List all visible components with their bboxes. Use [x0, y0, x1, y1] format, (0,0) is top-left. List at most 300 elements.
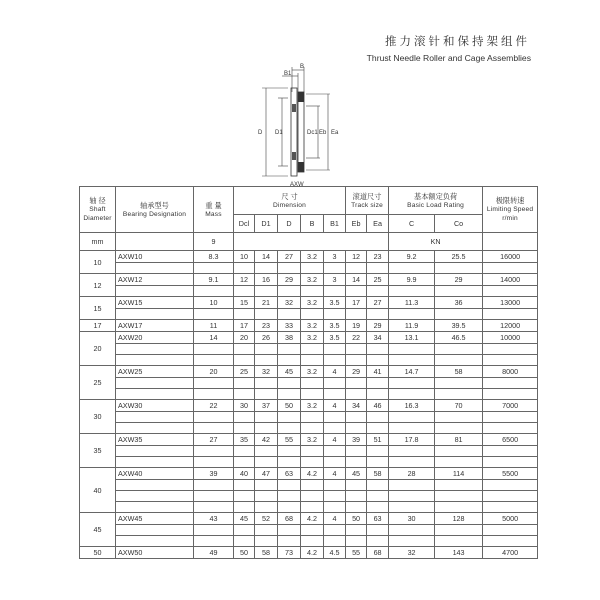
filler-cell: [324, 389, 346, 400]
filler-cell: [389, 309, 435, 320]
filler-cell: [324, 378, 346, 389]
filler-cell: [389, 355, 435, 366]
cell-co: 39.5: [435, 320, 483, 332]
filler-cell: [278, 286, 301, 297]
filler-cell: [367, 378, 389, 389]
filler-cell: [483, 525, 538, 536]
cell-speed: 7000: [483, 400, 538, 412]
col-c: C: [389, 215, 435, 233]
filler-cell: [301, 480, 324, 491]
filler-cell: [389, 263, 435, 274]
unit-blank-speed: [483, 233, 538, 251]
filler-cell: [255, 389, 278, 400]
table-filler-row: [80, 309, 538, 320]
cell-dcl: 30: [234, 400, 255, 412]
cell-designation: AXW20: [116, 332, 194, 344]
filler-cell: [278, 536, 301, 547]
table-filler-row: [80, 502, 538, 513]
cell-c: 28: [389, 468, 435, 480]
cell-dcl: 20: [234, 332, 255, 344]
filler-cell: [483, 423, 538, 434]
cell-d1: 21: [255, 297, 278, 309]
col-mass: 重 量 Mass: [194, 187, 234, 233]
filler-cell: [278, 491, 301, 502]
cell-b1: 4.5: [324, 547, 346, 559]
filler-cell: [389, 286, 435, 297]
cell-dcl: 45: [234, 513, 255, 525]
col-d1: D1: [255, 215, 278, 233]
cell-mass: 20: [194, 366, 234, 378]
cell-d: 27: [278, 251, 301, 263]
table-row: [80, 366, 538, 378]
filler-cell: [346, 309, 367, 320]
table-filler-row: [80, 536, 538, 547]
cell-shaft: 20: [80, 332, 116, 366]
filler-cell: [389, 480, 435, 491]
filler-cell: [483, 378, 538, 389]
cell-co: 58: [435, 366, 483, 378]
filler-cell: [278, 412, 301, 423]
filler-cell: [116, 480, 194, 491]
cell-co: 128: [435, 513, 483, 525]
cell-d: 29: [278, 274, 301, 286]
cell-designation: AXW45: [116, 513, 194, 525]
filler-cell: [234, 502, 255, 513]
filler-cell: [367, 502, 389, 513]
cell-eb: 39: [346, 434, 367, 446]
filler-cell: [116, 286, 194, 297]
filler-cell: [435, 491, 483, 502]
filler-cell: [389, 525, 435, 536]
table-row: [80, 547, 538, 559]
cell-b1: 4: [324, 366, 346, 378]
filler-cell: [367, 412, 389, 423]
filler-cell: [278, 355, 301, 366]
filler-cell: [346, 344, 367, 355]
filler-cell: [389, 423, 435, 434]
cell-d1: 26: [255, 332, 278, 344]
cell-designation: AXW35: [116, 434, 194, 446]
cell-ea: 41: [367, 366, 389, 378]
cell-d1: 37: [255, 400, 278, 412]
filler-cell: [483, 286, 538, 297]
col-limiting-speed: 极限转速 Limiting Speed r/min: [483, 187, 538, 233]
cell-eb: 45: [346, 468, 367, 480]
filler-cell: [301, 263, 324, 274]
filler-cell: [194, 446, 234, 457]
filler-cell: [483, 446, 538, 457]
cell-shaft: 17: [80, 320, 116, 332]
cell-c: 14.7: [389, 366, 435, 378]
cell-designation: AXW30: [116, 400, 194, 412]
unit-blank-dim: [234, 233, 389, 251]
filler-cell: [194, 286, 234, 297]
filler-cell: [234, 355, 255, 366]
filler-cell: [116, 309, 194, 320]
filler-cell: [255, 457, 278, 468]
unit-load: KN: [389, 233, 483, 251]
filler-cell: [116, 389, 194, 400]
cell-d: 73: [278, 547, 301, 559]
cell-ea: 46: [367, 400, 389, 412]
cell-co: 46.5: [435, 332, 483, 344]
col-bearing-designation: 轴承型号 Bearing Designation: [116, 187, 194, 233]
filler-cell: [116, 412, 194, 423]
cell-co: 70: [435, 400, 483, 412]
filler-cell: [255, 423, 278, 434]
filler-cell: [389, 412, 435, 423]
unit-blank: [116, 233, 194, 251]
filler-cell: [346, 502, 367, 513]
cell-mass: 11: [194, 320, 234, 332]
filler-cell: [255, 286, 278, 297]
cell-b1: 3.5: [324, 332, 346, 344]
cell-b1: 4: [324, 468, 346, 480]
filler-cell: [255, 446, 278, 457]
cell-b: 3.2: [301, 320, 324, 332]
filler-cell: [278, 263, 301, 274]
filler-cell: [435, 344, 483, 355]
cell-c: 9.2: [389, 251, 435, 263]
filler-cell: [367, 480, 389, 491]
table-row: [80, 320, 538, 332]
table-filler-row: [80, 378, 538, 389]
cell-c: 30: [389, 513, 435, 525]
cell-eb: 22: [346, 332, 367, 344]
cell-speed: 6500: [483, 434, 538, 446]
cell-b1: 4: [324, 434, 346, 446]
filler-cell: [116, 457, 194, 468]
filler-cell: [255, 355, 278, 366]
cell-ea: 27: [367, 297, 389, 309]
cell-ea: 25: [367, 274, 389, 286]
col-dcl: Dcl: [234, 215, 255, 233]
cell-eb: 12: [346, 251, 367, 263]
cell-dcl: 35: [234, 434, 255, 446]
cell-d1: 58: [255, 547, 278, 559]
table-row: [80, 468, 538, 480]
table-row: [80, 434, 538, 446]
table-filler-row: [80, 286, 538, 297]
filler-cell: [116, 446, 194, 457]
filler-cell: [389, 378, 435, 389]
cell-mass: 8.3: [194, 251, 234, 263]
cell-dcl: 10: [234, 251, 255, 263]
cell-eb: 19: [346, 320, 367, 332]
filler-cell: [483, 355, 538, 366]
cell-ea: 29: [367, 320, 389, 332]
filler-cell: [255, 502, 278, 513]
filler-cell: [301, 457, 324, 468]
filler-cell: [435, 378, 483, 389]
filler-cell: [367, 423, 389, 434]
filler-cell: [346, 423, 367, 434]
filler-cell: [194, 309, 234, 320]
cell-shaft: 45: [80, 513, 116, 547]
cell-speed: 13000: [483, 297, 538, 309]
filler-cell: [324, 525, 346, 536]
filler-cell: [234, 423, 255, 434]
cell-b: 3.2: [301, 297, 324, 309]
cell-shaft: 35: [80, 434, 116, 468]
filler-cell: [301, 536, 324, 547]
cell-shaft: 25: [80, 366, 116, 400]
filler-cell: [194, 378, 234, 389]
filler-cell: [483, 389, 538, 400]
dim-label-b1: B1: [284, 71, 292, 77]
filler-cell: [367, 263, 389, 274]
page-title-en: Thrust Needle Roller and Cage Assemblies: [366, 53, 531, 63]
dim-label-b: B: [300, 64, 305, 70]
filler-cell: [234, 525, 255, 536]
cell-eb: 14: [346, 274, 367, 286]
filler-cell: [301, 502, 324, 513]
table-row: [80, 513, 538, 525]
cell-speed: 8000: [483, 366, 538, 378]
cell-speed: 14000: [483, 274, 538, 286]
filler-cell: [324, 491, 346, 502]
table-filler-row: [80, 389, 538, 400]
cell-b: 3.2: [301, 434, 324, 446]
filler-cell: [367, 491, 389, 502]
cell-d: 32: [278, 297, 301, 309]
filler-cell: [234, 378, 255, 389]
filler-cell: [367, 457, 389, 468]
cell-b1: 3.5: [324, 297, 346, 309]
filler-cell: [116, 344, 194, 355]
cell-co: 29: [435, 274, 483, 286]
filler-cell: [194, 457, 234, 468]
cell-shaft: 40: [80, 468, 116, 513]
cell-dcl: 15: [234, 297, 255, 309]
filler-cell: [301, 446, 324, 457]
cell-d1: 32: [255, 366, 278, 378]
cell-dcl: 40: [234, 468, 255, 480]
cell-d1: 23: [255, 320, 278, 332]
filler-cell: [346, 480, 367, 491]
filler-cell: [324, 502, 346, 513]
filler-cell: [435, 412, 483, 423]
cell-b: 3.2: [301, 332, 324, 344]
cell-mass: 9.1: [194, 274, 234, 286]
cell-b: 4.2: [301, 468, 324, 480]
filler-cell: [346, 412, 367, 423]
cell-d1: 16: [255, 274, 278, 286]
table-filler-row: [80, 525, 538, 536]
cell-designation: AXW25: [116, 366, 194, 378]
cell-d: 33: [278, 320, 301, 332]
filler-cell: [483, 309, 538, 320]
table-filler-row: [80, 355, 538, 366]
filler-cell: [324, 480, 346, 491]
filler-cell: [301, 389, 324, 400]
cell-speed: 5000: [483, 513, 538, 525]
cell-d: 38: [278, 332, 301, 344]
filler-cell: [367, 286, 389, 297]
filler-cell: [234, 309, 255, 320]
table-row: [80, 274, 538, 286]
filler-cell: [255, 344, 278, 355]
filler-cell: [389, 344, 435, 355]
filler-cell: [435, 457, 483, 468]
filler-cell: [234, 480, 255, 491]
filler-cell: [278, 378, 301, 389]
dim-label-ea: Ea: [331, 130, 339, 136]
unit-mass: 9: [194, 233, 234, 251]
filler-cell: [435, 536, 483, 547]
filler-cell: [234, 389, 255, 400]
filler-cell: [367, 355, 389, 366]
filler-cell: [346, 263, 367, 274]
filler-cell: [346, 355, 367, 366]
cell-speed: 4700: [483, 547, 538, 559]
bearing-cross-section-diagram: [258, 62, 348, 192]
filler-cell: [278, 344, 301, 355]
filler-cell: [301, 309, 324, 320]
cell-d1: 14: [255, 251, 278, 263]
filler-cell: [194, 536, 234, 547]
filler-cell: [435, 309, 483, 320]
cell-b: 3.2: [301, 400, 324, 412]
filler-cell: [194, 502, 234, 513]
cell-d1: 47: [255, 468, 278, 480]
cell-c: 11.3: [389, 297, 435, 309]
filler-cell: [324, 457, 346, 468]
filler-cell: [301, 423, 324, 434]
filler-cell: [278, 309, 301, 320]
filler-cell: [301, 355, 324, 366]
filler-cell: [483, 457, 538, 468]
filler-cell: [483, 344, 538, 355]
dim-label-dc1: Dc1: [307, 130, 318, 136]
filler-cell: [278, 457, 301, 468]
filler-cell: [116, 378, 194, 389]
table-row: [80, 332, 538, 344]
filler-cell: [301, 491, 324, 502]
cell-c: 16.3: [389, 400, 435, 412]
filler-cell: [194, 263, 234, 274]
filler-cell: [301, 286, 324, 297]
cell-speed: 5500: [483, 468, 538, 480]
filler-cell: [194, 344, 234, 355]
cell-shaft: 50: [80, 547, 116, 559]
table-filler-row: [80, 446, 538, 457]
filler-cell: [278, 423, 301, 434]
filler-cell: [367, 536, 389, 547]
cell-b: 3.2: [301, 274, 324, 286]
dim-label-d: D: [258, 130, 263, 136]
filler-cell: [234, 446, 255, 457]
col-group-load-rating: 基本额定负荷 Basic Load Rating: [389, 187, 483, 215]
table-filler-row: [80, 344, 538, 355]
filler-cell: [483, 491, 538, 502]
cell-designation: AXW50: [116, 547, 194, 559]
filler-cell: [346, 491, 367, 502]
filler-cell: [324, 412, 346, 423]
filler-cell: [389, 446, 435, 457]
cell-designation: AXW12: [116, 274, 194, 286]
cell-mass: 10: [194, 297, 234, 309]
cell-d: 55: [278, 434, 301, 446]
filler-cell: [116, 536, 194, 547]
table-row: [80, 297, 538, 309]
cell-b: 3.2: [301, 366, 324, 378]
cell-speed: 10000: [483, 332, 538, 344]
cell-speed: 12000: [483, 320, 538, 332]
filler-cell: [194, 480, 234, 491]
cell-shaft: 10: [80, 251, 116, 274]
table-filler-row: [80, 480, 538, 491]
cell-speed: 16000: [483, 251, 538, 263]
cell-co: 25.5: [435, 251, 483, 263]
col-group-track-size: 滚道尺寸 Track size: [346, 187, 389, 215]
cell-shaft: 15: [80, 297, 116, 320]
filler-cell: [324, 263, 346, 274]
filler-cell: [324, 355, 346, 366]
cell-designation: AXW10: [116, 251, 194, 263]
col-co: Co: [435, 215, 483, 233]
filler-cell: [278, 446, 301, 457]
cell-d: 50: [278, 400, 301, 412]
cell-designation: AXW40: [116, 468, 194, 480]
filler-cell: [116, 423, 194, 434]
cell-mass: 49: [194, 547, 234, 559]
cell-dcl: 25: [234, 366, 255, 378]
table-filler-row: [80, 263, 538, 274]
page-title-cn: 推力滚针和保持架组件: [385, 36, 530, 48]
table-body: [80, 233, 538, 559]
filler-cell: [324, 309, 346, 320]
filler-cell: [255, 309, 278, 320]
filler-cell: [435, 446, 483, 457]
cell-shaft: 30: [80, 400, 116, 434]
specification-table: [79, 186, 538, 559]
cell-c: 9.9: [389, 274, 435, 286]
filler-cell: [116, 355, 194, 366]
filler-cell: [346, 457, 367, 468]
filler-cell: [116, 502, 194, 513]
filler-cell: [389, 502, 435, 513]
table-filler-row: [80, 423, 538, 434]
units-row: [80, 233, 538, 251]
col-group-dimension: 尺 寸 Dimension: [234, 187, 346, 215]
cell-b1: 3.5: [324, 320, 346, 332]
filler-cell: [389, 457, 435, 468]
filler-cell: [435, 263, 483, 274]
cell-designation: AXW17: [116, 320, 194, 332]
table-header-row: [80, 187, 538, 215]
cell-c: 13.1: [389, 332, 435, 344]
cell-eb: 29: [346, 366, 367, 378]
cell-b1: 3: [324, 274, 346, 286]
filler-cell: [367, 344, 389, 355]
table-row: [80, 251, 538, 263]
filler-cell: [389, 491, 435, 502]
filler-cell: [255, 412, 278, 423]
filler-cell: [234, 344, 255, 355]
cell-ea: 63: [367, 513, 389, 525]
filler-cell: [234, 263, 255, 274]
filler-cell: [116, 491, 194, 502]
filler-cell: [367, 525, 389, 536]
filler-cell: [324, 423, 346, 434]
filler-cell: [301, 412, 324, 423]
cell-ea: 51: [367, 434, 389, 446]
filler-cell: [324, 286, 346, 297]
cell-d: 45: [278, 366, 301, 378]
filler-cell: [234, 286, 255, 297]
filler-cell: [346, 525, 367, 536]
